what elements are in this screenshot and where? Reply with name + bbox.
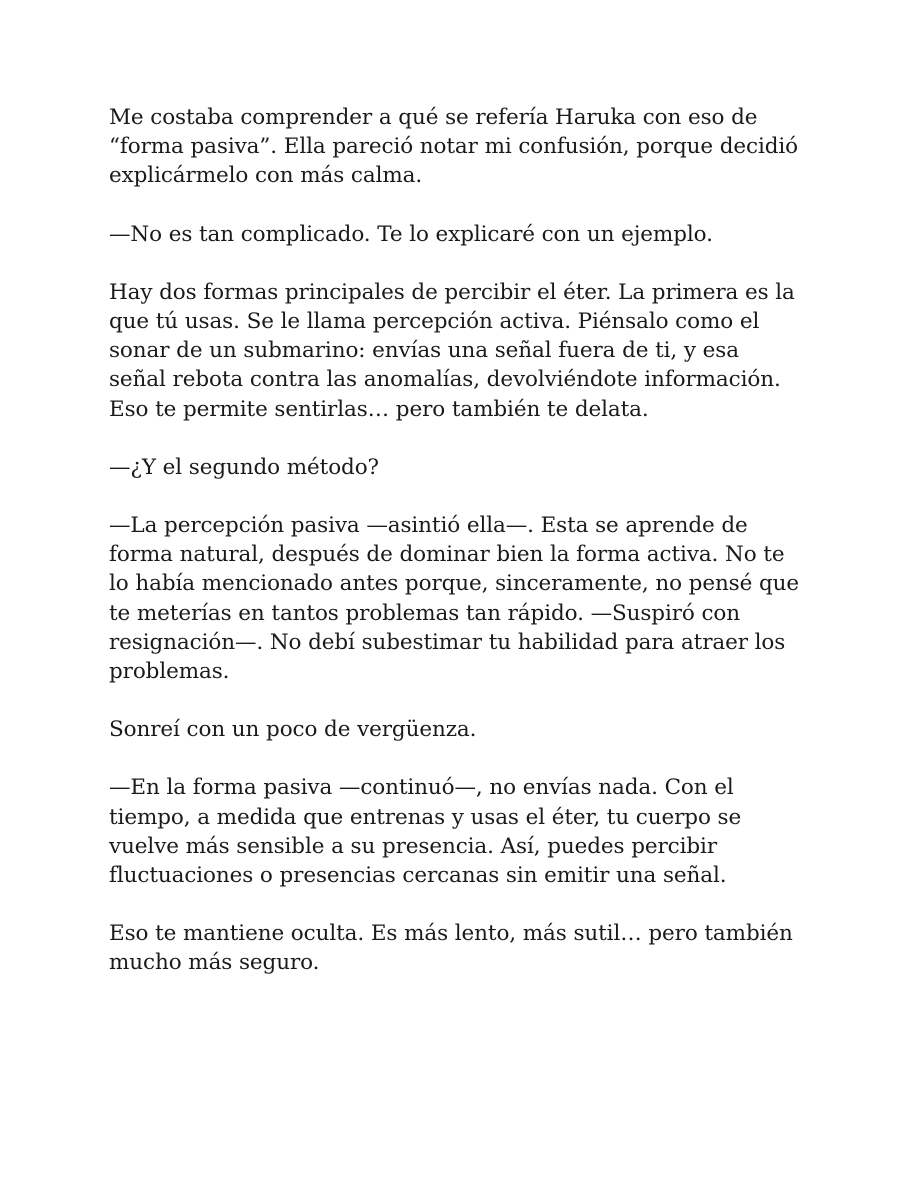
paragraph-7: Sonreí con un poco de vergüenza.	[109, 717, 477, 743]
document-body	[109, 103, 799, 978]
paragraph-1: Me costaba comprender a qué se refería Haruka con eso de “forma pasiva”. Ella pareció notar mi confusión, porque decidió explicármelo con más calma.	[109, 105, 799, 189]
paragraph-6: —La percepción pasiva —asintió ella—. Esta se aprende de forma natural, después de dominar bien la forma activa. No te lo había mencionado antes porque, sinceramente, no pensé que te meterías en tantos problemas tan rápido. —Suspiró con resignación—. No debí subestimar tu habilidad para atraer los problemas.	[109, 513, 800, 685]
paragraph-8: —En la forma pasiva —continuó—, no envías nada. Con el tiempo, a medida que entrenas y usas el éter, tu cuerpo se vuelve más sensible a su presencia. Así, puedes percibir fluctuaciones o presencias cercanas sin emitir una señal.	[109, 775, 742, 889]
paragraph-4: Eso te permite sentirlas… pero también te delata.	[109, 396, 649, 422]
paragraph-3: Hay dos formas principales de percibir el éter. La primera es la que tú usas. Se le llama percepción activa. Piénsalo como el sonar de un submarino: envías una señal fuera de ti, y esa señal rebota contra las anomalías, devolviéndote información.	[109, 279, 795, 393]
paragraph-9: Eso te mantiene oculta. Es más lento, más sutil… pero también mucho más seguro.	[109, 921, 793, 976]
paragraph-2: —No es tan complicado. Te lo explicaré con un ejemplo.	[109, 221, 713, 247]
paragraph-5: —¿Y el segundo método?	[109, 454, 379, 480]
